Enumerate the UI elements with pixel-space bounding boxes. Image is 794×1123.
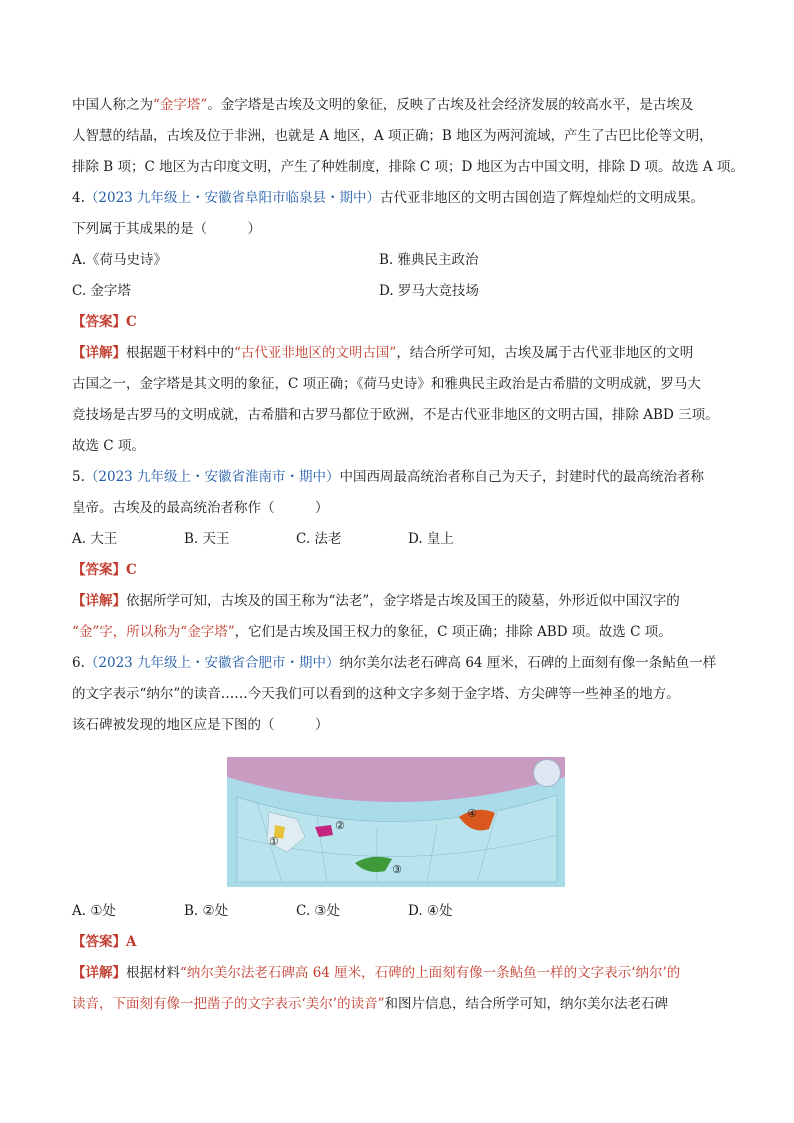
q4-answer: 【答案】C bbox=[72, 314, 137, 330]
q6-option-b: B. ②处 bbox=[184, 903, 229, 919]
q5-detail-line-1: 【详解】依据所学可知，古埃及的国王称为“法老”，金字塔是古埃及国王的陵墓，外形近似中国汉字的 bbox=[72, 593, 680, 609]
q6-stem-line-1: 6.（2023 九年级上・安徽省合肥市・期中）纳尔美尔法老石碑高 64 厘米，石碑的上面刻有像一条鲇鱼一样 bbox=[72, 655, 717, 671]
intro-line-3: 排除 B 项；C 地区为古印度文明，产生了种姓制度，排除 C 项；D 地区为古中国文明，排除 D 项。故选 A 项。 bbox=[72, 159, 744, 175]
q6-answer: 【答案】A bbox=[72, 934, 137, 950]
q4-detail-line-1: 【详解】根据题干材料中的“古代亚非地区的文明古国”，结合所学可知，古埃及属于古代亚非地区的文明 bbox=[72, 345, 694, 361]
q6-options bbox=[72, 896, 732, 927]
map-label-3: ③ bbox=[392, 863, 402, 876]
q6-option-a: A. ①处 bbox=[72, 903, 116, 919]
q4-detail-line-3: 竞技场是古罗马的文明成就，古希腊和古罗马都位于欧洲，不是古代亚非地区的文明古国，排除 ABD 三项。 bbox=[72, 407, 719, 423]
q4-stem-line-2: 下列属于其成果的是（ ） bbox=[72, 221, 261, 237]
q4-option-a: A.《荷马史诗》 bbox=[72, 252, 168, 268]
q4-options-row-1 bbox=[72, 245, 732, 276]
document-page bbox=[72, 90, 744, 741]
map-label-4: ④ bbox=[467, 807, 477, 820]
q4-source: （2023 九年级上・安徽省阜阳市临泉县・期中） bbox=[84, 190, 381, 206]
q5-option-d: D. 皇上 bbox=[408, 531, 454, 547]
map-label-2: ② bbox=[335, 819, 345, 832]
map-label-1: ① bbox=[269, 835, 279, 848]
q6-option-c: C. ③处 bbox=[296, 903, 341, 919]
q6-detail-line-1: 【详解】根据材料“纳尔美尔法老石碑高 64 厘米，石碑的上面刻有像一条鲇鱼一样的文字表示‘纳尔’的 bbox=[72, 965, 681, 981]
q5-option-b: B. 天王 bbox=[184, 531, 230, 547]
q5-stem-line-2: 皇帝。古埃及的最高统治者称作（ ） bbox=[72, 500, 329, 516]
q6-option-d: D. ④处 bbox=[408, 903, 453, 919]
q5-options bbox=[72, 524, 732, 555]
q5-source: （2023 九年级上・安徽省淮南市・期中） bbox=[84, 469, 340, 485]
intro-line-2: 人智慧的结晶，古埃及位于非洲，也就是 A 地区，A 项正确；B 地区为两河流域，产生了古巴比伦等文明， bbox=[72, 128, 713, 144]
q4-option-d: D. 罗马大竞技场 bbox=[379, 283, 479, 299]
intro-line-1: 中国人称之为“金字塔”。金字塔是古埃及文明的象征，反映了古埃及社会经济发展的较高水平，是古埃及 bbox=[72, 97, 694, 113]
q6-detail-line-2: 读音，下面刻有像一把凿子的文字表示‘美尔’的读音”和图片信息，结合所学可知，纳尔美尔法老石碑 bbox=[72, 996, 668, 1012]
q6-stem-line-3: 该石碑被发现的地区应是下图的（ ） bbox=[72, 717, 329, 733]
q6-stem-line-2: 的文字表示“纳尔”的读音……今天我们可以看到的这种文字多刻于金字塔、方尖碑等一些神圣的地方。 bbox=[72, 686, 680, 702]
q4-options-row-2 bbox=[72, 276, 732, 307]
q4-detail-line-2: 古国之一，金字塔是其文明的象征，C 项正确；《荷马史诗》和雅典民主政治是古希腊的文明成就，罗马大 bbox=[72, 376, 701, 392]
q5-stem-line-1: 5.（2023 九年级上・安徽省淮南市・期中）中国西周最高统治者称自己为天子，封建时代的最高统治者称 bbox=[72, 469, 705, 485]
q5-answer: 【答案】C bbox=[72, 562, 137, 578]
q4-option-c: C. 金字塔 bbox=[72, 283, 131, 299]
q4-stem-line-1: 4.（2023 九年级上・安徽省阜阳市临泉县・期中）古代亚非地区的文明古国创造了辉煌灿烂的文明成果。 bbox=[72, 190, 705, 206]
q5-detail-line-2: “金”字，所以称为“金字塔”，它们是古埃及国王权力的象征，C 项正确；排除 ABD 项。故选 C 项。 bbox=[72, 624, 672, 640]
q4-option-b: B. 雅典民主政治 bbox=[379, 252, 479, 268]
ancient-civilizations-map bbox=[227, 757, 565, 887]
globe-inset-icon bbox=[533, 759, 561, 787]
map-svg bbox=[227, 757, 565, 887]
q5-option-c: C. 法老 bbox=[296, 531, 342, 547]
document-page-lower bbox=[72, 896, 732, 1020]
q5-option-a: A. 大王 bbox=[72, 531, 118, 547]
q6-source: （2023 九年级上・安徽省合肥市・期中） bbox=[84, 655, 340, 671]
q4-detail-line-4: 故选 C 项。 bbox=[72, 438, 145, 454]
